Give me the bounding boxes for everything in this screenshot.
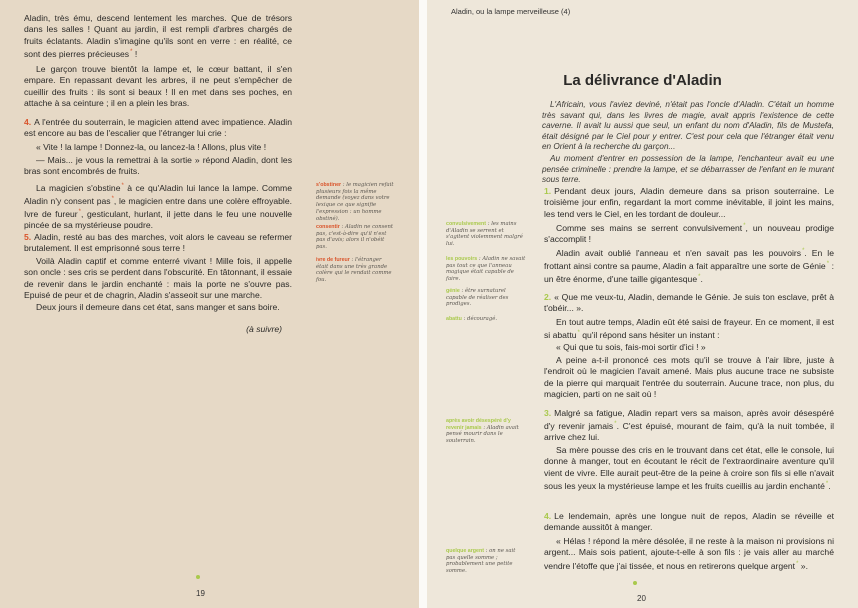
glossary-marker: * — [121, 183, 124, 189]
section-number: 2. — [544, 292, 552, 302]
paragraph: Sa mère pousse des cris en le trouvant dans cet état, elle le console, lui donne à manger, tout en écoutant le récit de l'extraordinaire aventure qu'il vient de vivre. Elle aurait peut-être de la peine à croire son fils si elle n'avait sous les yeux la mystérieuse lampe et les fruits cueillis au jardin enchanté*. — [544, 445, 834, 491]
glossary-marker: * — [577, 330, 580, 337]
paragraph: « Vite ! la lampe ! Donnez-la, ou lancez-la ! Allons, plus vite ! — [36, 142, 267, 152]
glossary-note: s'obstiner : le magicien refait plusieurs fois la même demande (voyez dans votre lexique ce que signifie l'expression : un homme obstiné). — [316, 182, 394, 222]
glossary-marker: * — [743, 223, 746, 229]
intro-paragraph: L'Africain, vous l'aviez deviné, n'était pas l'oncle d'Aladin. C'était un homme très savant qui, dans les livres de magie, avait appris l'existence de cette caverne. Il avait lu aussi que seul, un enfant du nom d'Aladin, fils de Mustefa, était désigné par le Ciel pour y entrer. C'est pour cela que l'étranger était venu en Orient à la recherche du garçon... — [542, 100, 834, 152]
glossary-marker: * — [130, 48, 133, 55]
paragraph: Voilà Aladin captif et comme enterré vivant ! Mille fois, il appelle son oncle : ses cris se perdent dans l'obscurité. En tâtonnant, il essaie de revenir dans le jardin enchanté : mais la porte ne s'ouvre pas. Epuisé de peur et de chagrin, Aladin s'asseoit sur une marche. — [24, 256, 292, 300]
paragraph: 4. Le lendemain, après une longue nuit de repos, Aladin se réveille et demande aussitôt à manger. — [544, 511, 834, 533]
paragraph: 3. Malgré sa fatigue, Aladin repart vers sa maison, après avoir désespéré d'y revenir jamais*. C'est épuisé, mourant de faim, qu'à la nuit tombée, il arrive chez lui. — [544, 408, 835, 443]
page-marker-dot — [196, 575, 200, 579]
paragraph: « Hélas ! répond la mère désolée, il ne reste à la maison ni provisions ni argent... Mais sois patient, ajoute-t-elle à son fils : je vais aller au marché vendre l'étoffe que j'ai tissée, et nous en retirerons quelque argent* ». — [544, 536, 834, 571]
glossary-note: convulsivement : les mains d'Aladin se serrent et s'agitent violemment malgré lui. — [446, 221, 523, 248]
paragraph: 2. « Que me veux-tu, Aladin, demande le Génie. Je suis ton esclave, prêt à t'obéir... ». — [544, 292, 834, 314]
paragraph: Comme ses mains se serrent convulsivement*, un nouveau prodige s'accomplit ! — [544, 222, 834, 245]
glossary-marker: * — [614, 421, 617, 428]
glossary-note: abattu : découragé. — [446, 316, 498, 322]
to-be-continued: (à suivre) — [246, 324, 282, 334]
section-number: 4. — [544, 511, 552, 521]
glossary-note: les pouvoirs : Aladin ne savait pas tout ce que l'anneau magique était capable de faire. — [446, 256, 526, 283]
paragraph: Deux jours il demeure dans cet état, sans manger et sans boire. — [36, 302, 280, 312]
intro — [542, 100, 834, 186]
paragraph: En tout autre temps, Aladin eût été saisi de frayeur. En ce moment, il est si abattu* qu'il répond sans hésiter un instant : — [544, 317, 834, 341]
glossary-note: génie : être surnaturel capable de réaliser des prodiges. — [446, 288, 509, 308]
page-number: 19 — [196, 589, 205, 598]
paragraph: « Qui que tu sois, fais-moi sortir d'ici ! » — [556, 342, 706, 352]
section-number: 4. — [24, 117, 32, 127]
glossary-marker: * — [78, 209, 81, 216]
paragraph: A peine a-t-il prononcé ces mots qu'il se trouve à l'air libre, juste à l'endroit où le magicien l'avait amené. Mais plus aucune trace ne subsiste de la pierre qui marquait l'entrée du souterrain. Aucune trace, non plus, du magicien, parti on ne sait où ! — [544, 355, 834, 399]
paragraph: 5. Aladin, resté au bas des marches, voit alors le caveau se refermer brutalement. Il est emprisonné sous terre ! — [24, 232, 292, 254]
glossary-marker: * — [111, 196, 114, 203]
glossary-note: quelque argent : on ne sait pas quelle somme ; probablement une petite somme. — [446, 548, 516, 575]
book-gutter — [419, 0, 427, 608]
paragraph: — Mais... je vous la remettrai à la sortie » répond Aladin, dont les bras sont encombrés de fruits. — [24, 155, 292, 177]
left-page — [0, 0, 419, 608]
paragraph: Aladin avait oublié l'anneau et n'en savait pas les pouvoirs*. En le frottant ainsi contre sa paume, Aladin a fait apparaître une sorte de Génie* : un être énorme, d'une taille gigantesque*. — [544, 247, 835, 285]
section-number: 1. — [544, 186, 552, 196]
glossary-marker: * — [698, 274, 701, 281]
section-number: 5. — [24, 232, 32, 242]
paragraph: Le garçon trouve bientôt la lampe et, le cœur battant, il s'en empare. En repassant devant les arbres, il ne peut s'empêcher de cueillir des fruits : ils sont si beaux ! Il en met dans ses poches, en attache à sa ceinture ; il en a plein les bras. — [24, 64, 292, 108]
paragraph: Aladin, très ému, descend lentement les marches. Que de trésors dans les salles ! Quant au jardin, il est rempli d'arbres chargés de fruits éclatants. Aladin s'imagine qu'ils sont en verre : en réalité, ce sont des pierres précieuses* ! — [24, 13, 292, 59]
glossary-marker: * — [802, 248, 805, 254]
running-head: Aladin, ou la lampe merveilleuse (4) — [451, 7, 571, 16]
glossary-note: ivre de fureur : l'étranger était dans une très grande colère qui le rendait comme fou. — [316, 257, 392, 284]
glossary-marker: * — [796, 560, 799, 567]
glossary-note: consentir : Aladin ne consent pas, c'est-à-dire qu'il n'est pas d'avis; alors il n'obéit pas. — [316, 224, 394, 251]
page-number: 20 — [637, 594, 646, 603]
glossary-marker: * — [826, 261, 830, 268]
page-marker-dot — [633, 581, 637, 585]
glossary-marker: * — [825, 480, 829, 487]
paragraph: 1. Pendant deux jours, Aladin demeure dans sa prison souterraine. Le troisième jour enfin, regardant la mort comme inévitable, il joint les mains, les tend vers le Ciel, en les tordant de douleur... — [544, 186, 834, 219]
paragraph: La magicien s'obstine* à ce qu'Aladin lui lance la lampe. Comme Aladin n'y consent pas*, le magicien entre dans une colère effroyable. Ivre de fureur*, gesticulant, hurlant, il jette dans le feu une nouvelle pincée de sa mystérieuse poudre. — [24, 182, 293, 231]
glossary-note: après avoir désespéré d'y revenir jamais : Aladin avait pensé mourir dans le souterrain. — [446, 418, 519, 445]
section-number: 3. — [544, 408, 552, 418]
right-page — [427, 0, 858, 608]
paragraph: 4. A l'entrée du souterrain, le magicien attend avec impatience. Aladin est encore au bas de l'escalier que l'étranger lui crie : — [24, 117, 292, 139]
intro-paragraph: Au moment d'entrer en possession de la lampe, l'enchanteur avait eu une pensée criminelle : prendre la lampe, et se débarrasser de l'enfant en le murant sous terre. — [542, 153, 834, 185]
chapter-title: La délivrance d'Aladin — [563, 72, 722, 89]
